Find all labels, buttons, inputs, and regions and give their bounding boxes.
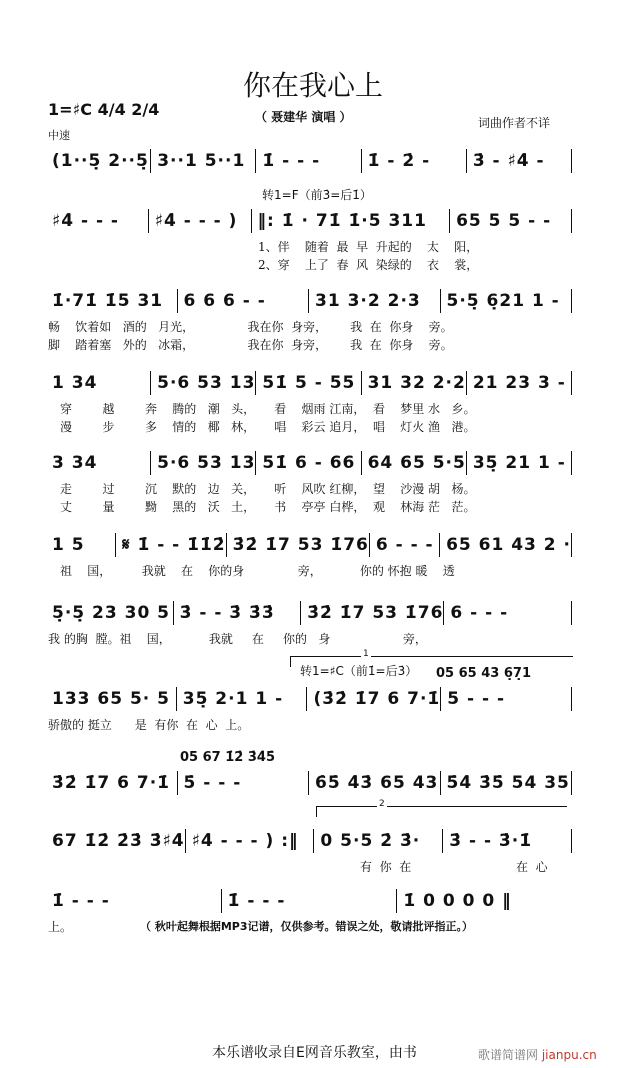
staff-row — [46, 600, 572, 626]
measure: 67 1̇2̇ 2̇3̇ 3̇♯4̇ — [46, 829, 186, 853]
lyric-line: 骄傲的 挺立 是 有你 在 心 上。 — [48, 718, 250, 732]
measure: 3̇2̇ 1̇7 53 1̇76 — [301, 601, 444, 625]
lyric-line: 畅 饮着如 酒的 月光， 我在你 身旁， 我 在 你身 旁。 — [48, 320, 453, 334]
upper-voice-notes: 05 67 1̇2̇ 3̇4̇5̇ — [180, 750, 275, 765]
measure: 51̇ 6 - 66 — [256, 451, 361, 475]
lyric-line: 在 心 — [516, 860, 548, 874]
measure: 6 - - - — [370, 533, 440, 557]
measure: (3̇2̇ 1̇7 6 7·1̇ — [307, 687, 441, 711]
lyric-line: 脚 踏着塞 外的 冰霜， 我在你 身旁， 我 在 你身 旁。 — [48, 338, 453, 352]
lyric-line: 走 过 沉 默的 边 关， 听 风吹 红柳， 望 沙漫 胡 杨。 — [60, 482, 476, 496]
measure: 5·6 53 13 — [151, 371, 256, 395]
lyric-line: 2、穿 上了 春 风 染绿的 衣 裳， — [258, 258, 479, 272]
measure: 5̇ - - - — [178, 771, 310, 795]
measure: 64 65 5·5 — [362, 451, 467, 475]
lyric-line: 1、伴 随着 最 早 升起的 太 阳， — [258, 240, 479, 254]
measure: 31 3·2 2·3 — [309, 289, 441, 313]
measure: 6 6 6 - - — [178, 289, 310, 313]
lyric-line: 漫 步 多 情的 椰 林， 唱 彩云 追月， 唱 灯火 渔 港。 — [60, 420, 476, 434]
measure: 6 - - - — [444, 601, 572, 625]
measure: ♯4̇ - - - ) :‖ — [186, 829, 315, 853]
staff-row — [46, 770, 572, 796]
staff-row — [46, 450, 572, 476]
staff-row — [46, 208, 572, 234]
measure: 51̇ 5 - 55 — [256, 371, 361, 395]
song-title: 你在我心上 — [242, 69, 383, 102]
measure: 3̇2̇ 1̇7 6 7·1̇ — [46, 771, 178, 795]
measure: 3̇ - ♯4̇ - — [467, 149, 572, 173]
measure: 133 65 5· 5 — [46, 687, 177, 711]
staff-row — [46, 148, 572, 174]
measure: ‖: 1̇ · 71̇ 1̇·5 311 — [252, 209, 451, 233]
volta-bracket — [290, 649, 573, 667]
measure: 35̣ 2·1 1 - — [177, 687, 308, 711]
measure: 1 5 — [46, 533, 116, 557]
lyric-line: 祖 国， 我就 在 你的身 旁， 你的 怀抱 暖 透 — [60, 564, 455, 578]
staff-row — [46, 532, 572, 558]
transcription-note: （ 秋叶起舞根据MP3记谱，仅供参考。错误之处，敬请批评指正。） — [140, 920, 473, 933]
key-change-annotation: 转1=♯C（前1̇=后3̇） — [300, 664, 418, 678]
measure: 𝄋 1̇ - - 1̇1̇2̇ — [116, 533, 226, 557]
measure: 0 5·5 2̇ 3̇· — [314, 829, 443, 853]
staff-row — [46, 288, 572, 314]
measure: 1 34 — [46, 371, 151, 395]
measure: 31 32 2·2 — [362, 371, 467, 395]
measure: 65 61 43 2 · — [440, 533, 572, 557]
lyric-line: 我 的胸 膛。祖 国， 我就 在 你的 身 旁， — [48, 632, 427, 646]
measure: 5 - - - — [441, 687, 572, 711]
measure: 3··1 5··1 — [151, 149, 256, 173]
volta-number: 2 — [379, 799, 385, 809]
measure: ♯4̇ - - - — [46, 209, 149, 233]
measure: (1··5̣ 2··5̣ — [46, 149, 151, 173]
measure: 6̇5̇ 4̇3̇ 65 43 — [309, 771, 441, 795]
measure: 5̇4̇ 3̇5̇ 54 35 — [441, 771, 573, 795]
lyric-line: 穿 越 奔 腾的 潮 头， 看 烟雨 江南， 看 梦里 水 乡。 — [60, 402, 476, 416]
measure: 35̣ 21 1 - — [467, 451, 572, 475]
measure: 1̇ - 2̇ - — [362, 149, 467, 173]
measure: 1̇ - - - — [46, 889, 222, 913]
measure: 5·6 53 13 — [151, 451, 256, 475]
measure: 1̇ - - - — [222, 889, 398, 913]
measure: 5·5̣ 6̣21 1 - — [441, 289, 573, 313]
measure: 3 34 — [46, 451, 151, 475]
measure: 3̇2̇ 1̇7 53 1̇76 — [227, 533, 370, 557]
staff-row — [46, 686, 572, 712]
upper-voice-notes: 05 65 43 6̣7̣1 — [436, 666, 531, 681]
lyric-line: 上。 — [48, 920, 73, 934]
measure: 3̇ - - 3̇ 3̇3̇ — [174, 601, 302, 625]
singer-credit: （ 聂建华 演唱 ） — [255, 110, 352, 124]
volta-bracket — [316, 799, 567, 817]
measure: 65 5 5 - - — [450, 209, 572, 233]
measure: 21 23 3 - — [467, 371, 572, 395]
tempo-marking: 中速 — [48, 129, 70, 142]
footer-text: 本乐谱收录自E网音乐教室，由书 — [212, 1045, 417, 1061]
composer-credit: 词曲作者不详 — [478, 116, 551, 130]
staff-row — [46, 370, 572, 396]
measure: ♯4̇ - - - ) — [149, 209, 252, 233]
measure: 1̇ 0 0 0 0 ‖ — [403, 891, 512, 911]
lyric-line: 丈 量 黝 黑的 沃 土， 书 亭亭 白桦， 观 林海 茫 茫。 — [60, 500, 476, 514]
staff-row — [46, 888, 572, 914]
measure: 1̇·71̇ 1̇5 31 — [46, 289, 178, 313]
key-change-annotation: 转1=F（前3̇=后1̇） — [262, 188, 372, 202]
measure: 1̇ - - - — [256, 149, 361, 173]
watermark: 歌谱简谱网 jianpu.cn — [478, 1048, 597, 1062]
measure: 5̣·5̣ 23 30 5 — [46, 601, 174, 625]
volta-number: 1 — [363, 649, 369, 659]
lyric-line: 有 你 在 — [360, 860, 412, 874]
staff-row — [46, 828, 572, 854]
key-signature: 1=♯C 4/4 2/4 — [48, 100, 160, 119]
measure: 3̇ - - 3̇·1̇ — [443, 829, 572, 853]
